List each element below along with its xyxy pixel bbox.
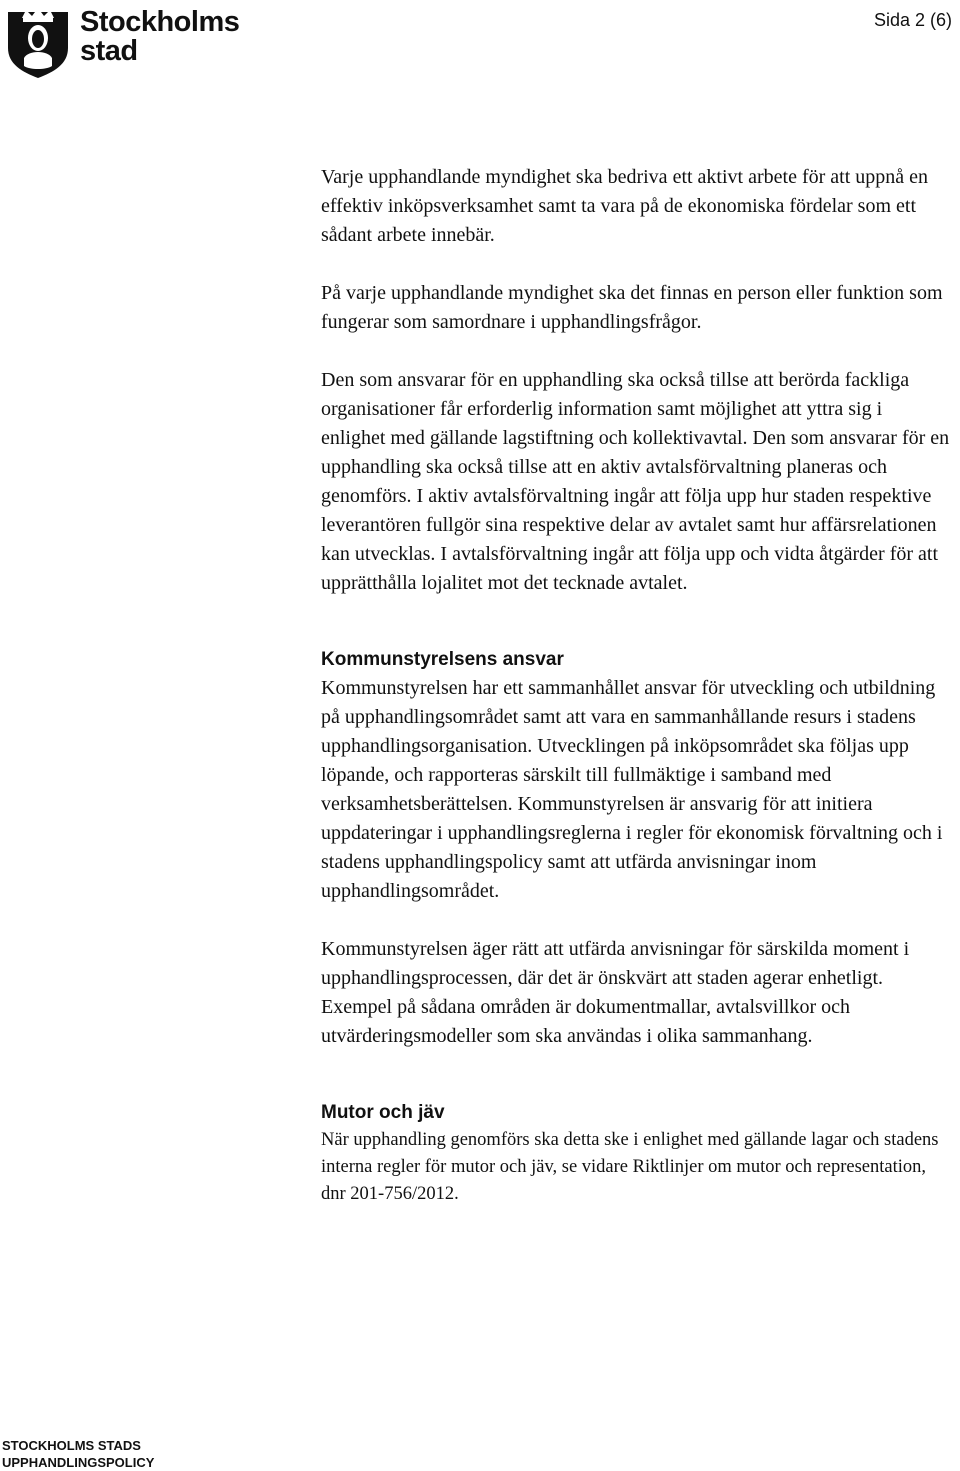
heading-kommunstyrelsens-ansvar: Kommunstyrelsens ansvar	[321, 649, 564, 670]
stockholm-crest-icon	[6, 4, 70, 78]
document-body	[321, 163, 951, 1208]
stockholm-logo	[6, 4, 246, 76]
logo-wordmark-line2: stad	[80, 35, 138, 67]
footer-line-2: UPPHANDLINGSPOLICY	[2, 1455, 155, 1470]
footer-line-1: STOCKHOLMS STADS	[2, 1438, 141, 1453]
logo-wordmark-line1: Stockholms	[80, 6, 240, 38]
footer	[2, 1437, 154, 1471]
paragraph-2: På varje upphandlande myndighet ska det finnas en person eller funktion som fungerar som samordnare i upphandlingsfrågor.	[321, 282, 943, 333]
heading-mutor-och-jav: Mutor och jäv	[321, 1102, 445, 1123]
paragraph-4: Kommunstyrelsen har ett sammanhållet ansvar för utveckling och utbildning på upphandlingsområdet samt att vara en sammanhållande resurs i stadens upphandlingsorganisation. Utvecklingen på inköpsområdet ska följas upp löpande, och rapporteras särskilt till fullmäktige i samband med verksamhetsberättelsen. Kommunstyrelsen är ansvarig för att initiera uppdateringar i upphandlingsreglerna i regler för ekonomisk förvaltning och i stadens upphandlingspolicy samt att utfärda anvisningar inom upphandlingsområdet.	[321, 677, 943, 902]
paragraph-3: Den som ansvarar för en upphandling ska också tillse att berörda fackliga organisationer får erforderlig information samt möjlighet att yttra sig i enlighet med gällande lagstiftning och kollektivavtal. Den som ansvarar för en upphandling ska också tillse att en aktiv avtalsförvaltning planeras och genomförs. I aktiv avtalsförvaltning ingår att följa upp hur staden respektive leverantören fullgör sina respektive delar av avtalet samt hur affärsrelationen kan utvecklas. I avtalsförvaltning ingår att följa upp och vidta åtgärder för att upprätthålla lojalitet mot det tecknade avtalet.	[321, 369, 950, 594]
page-number: Sida 2 (6)	[873, 10, 952, 30]
paragraph-1: Varje upphandlande myndighet ska bedriva ett aktivt arbete för att uppnå en effektiv inköpsverksamhet samt ta vara på de ekonomiska fördelar som ett sådant arbete innebär.	[321, 166, 929, 246]
paragraph-6: När upphandling genomförs ska detta ske i enlighet med gällande lagar och stadens interna regler för mutor och jäv, se vidare Riktlinjer om mutor och representation, dnr 201-756/2012.	[321, 1130, 939, 1204]
paragraph-5: Kommunstyrelsen äger rätt att utfärda anvisningar för särskilda moment i upphandlingsprocessen, där det är önskvärt att staden agerar enhetligt. Exempel på sådana områden är dokumentmallar, avtalsvillkor och utvärderingsmodeller som ska användas i olika sammanhang.	[321, 938, 910, 1047]
